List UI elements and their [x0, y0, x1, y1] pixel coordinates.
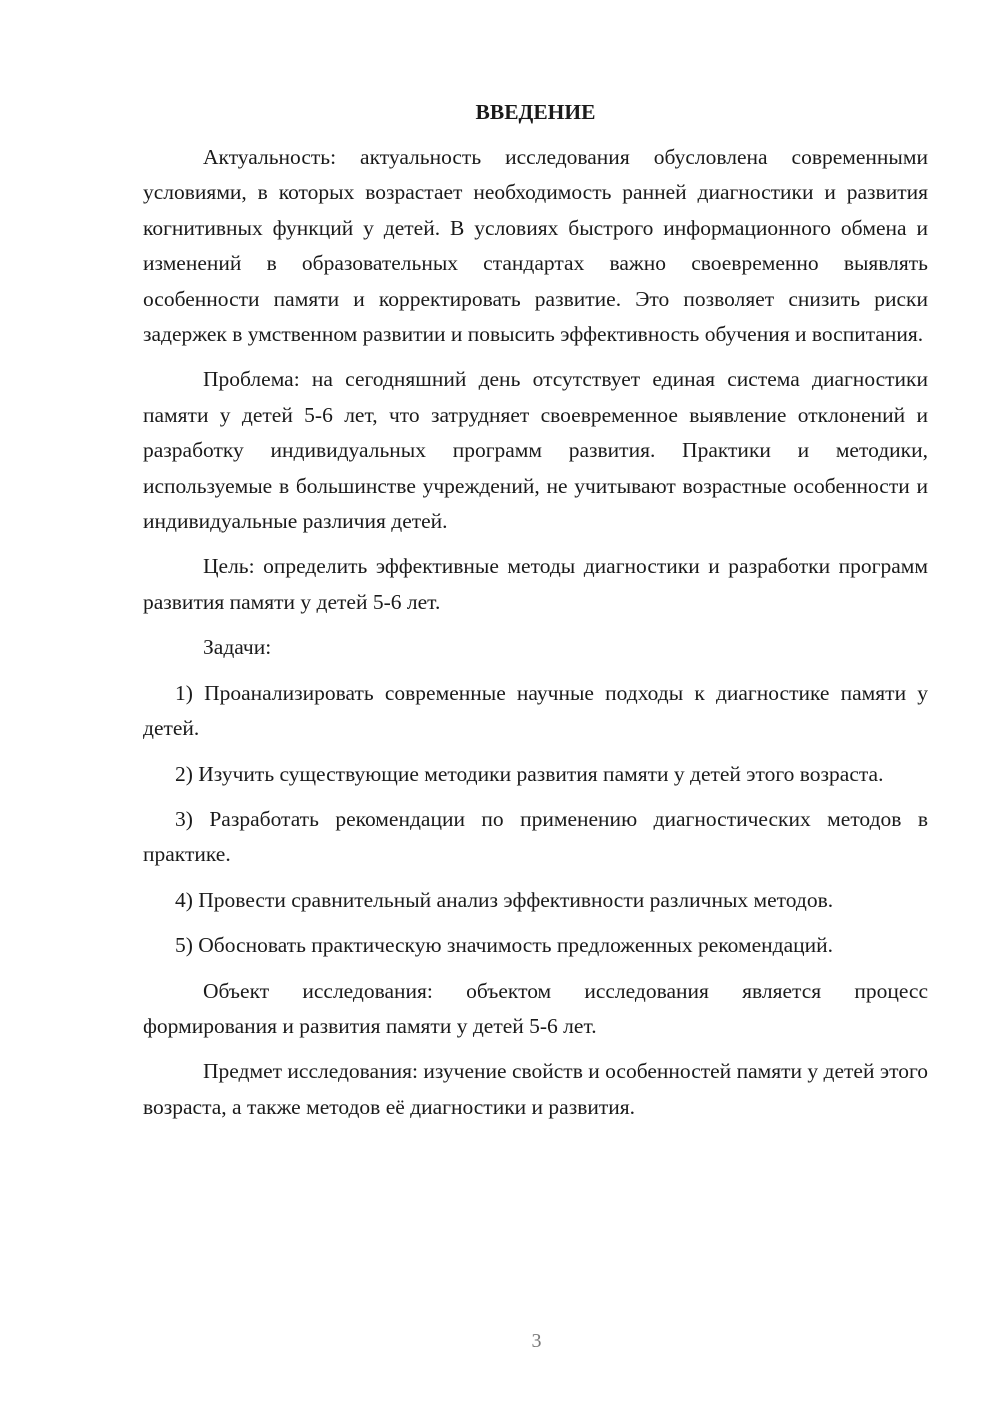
subject-paragraph: Предмет исследования: изучение свойств и особенностей памяти у детей этого возраста, а также методов её диагностики и развития.: [143, 1059, 928, 1119]
relevance-paragraph: Актуальность: актуальность исследования обусловлена современными условиями, в которых возрастает необходимость ранней диагностики и развития когнитивных функций у детей. В условиях быстрого информационного обмена и изменений в образовательных стандартах важно своевременно выявлять особенности памяти и корректировать развитие. Это позволяет снизить риски задержек в умственном развитии и повысить эффективность обучения и воспитания.: [143, 145, 928, 347]
task-item: 4) Провести сравнительный анализ эффективности различных методов.: [175, 887, 834, 912]
task-item: 5) Обосновать практическую значимость предложенных рекомендаций.: [175, 933, 834, 958]
document-page: [143, 95, 928, 1135]
problem-paragraph: Проблема: на сегодняшний день отсутствует единая система диагностики памяти у детей 5-6 лет, что затрудняет своевременное выявление отклонений и разработку индивидуальных программ развития. Практики и методики, используемые в большинстве учреждений, не учитывают возрастные особенности и индивидуальные различия детей.: [143, 367, 928, 534]
section-title: ВВЕДЕНИЕ: [475, 100, 596, 124]
task-item: 2) Изучить существующие методики развития памяти у детей этого возраста.: [175, 761, 884, 786]
tasks-heading: Задачи:: [203, 635, 272, 660]
task-item: 3) Разработать рекомендации по применению диагностических методов в практике.: [143, 806, 928, 867]
task-item: 1) Проанализировать современные научные подходы к диагностике памяти у детей.: [143, 680, 928, 741]
page-number: 3: [531, 1330, 542, 1352]
object-paragraph: Объект исследования: объектом исследования является процесс формирования и развития памяти у детей 5-6 лет.: [143, 978, 928, 1038]
goal-paragraph: Цель: определить эффективные методы диагностики и разработки программ развития памяти у детей 5-6 лет.: [143, 554, 928, 614]
